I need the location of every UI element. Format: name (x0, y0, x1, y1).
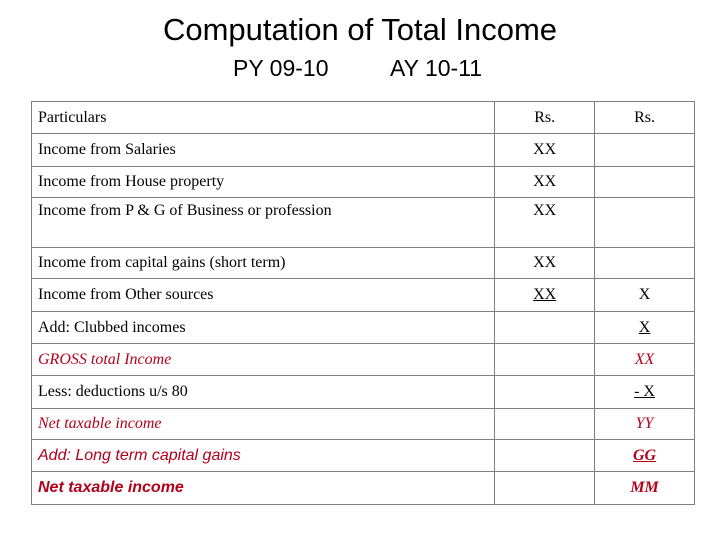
row-rs1: XX (495, 248, 595, 279)
row-rs1: XX (495, 167, 595, 198)
row-rs2: X (595, 312, 695, 344)
table-row (32, 248, 695, 279)
row-rs2 (595, 134, 695, 167)
header-rs-1: Rs. (495, 102, 595, 134)
row-rs1: XX (495, 134, 595, 167)
header-rs-2: Rs. (595, 102, 695, 134)
row-label: Net taxable income (32, 472, 495, 505)
row-rs2: GG (595, 440, 695, 472)
row-rs2: YY (595, 409, 695, 440)
assessment-year-label: AY 10-11 (390, 55, 483, 81)
row-rs1 (495, 376, 595, 409)
row-rs1 (495, 312, 595, 344)
row-rs2: XX (595, 344, 695, 376)
table-row (32, 440, 695, 472)
header-particulars: Particulars (32, 102, 495, 134)
row-rs2 (595, 198, 695, 248)
row-label: Net taxable income (32, 409, 495, 440)
year-subtitle (0, 55, 720, 89)
row-rs1 (495, 344, 595, 376)
table-row (32, 279, 695, 312)
row-label: Income from Salaries (32, 134, 495, 167)
table-row (32, 409, 695, 440)
table-row (32, 312, 695, 344)
row-rs2: MM (595, 472, 695, 505)
table-row (32, 472, 695, 505)
table-row (32, 198, 695, 248)
table-row (32, 134, 695, 167)
row-rs1 (495, 472, 595, 505)
table-row (32, 167, 695, 198)
table-header-row (32, 102, 695, 134)
row-label: Add: Long term capital gains (32, 440, 495, 472)
row-rs1: XX (495, 198, 595, 248)
row-label: Less: deductions u/s 80 (32, 376, 495, 409)
row-label: Add: Clubbed incomes (32, 312, 495, 344)
previous-year-label: PY 09-10 (233, 55, 329, 81)
row-label: Income from capital gains (short term) (32, 248, 495, 279)
row-label: Income from House property (32, 167, 495, 198)
row-rs1 (495, 409, 595, 440)
row-label: GROSS total Income (32, 344, 495, 376)
row-rs1: XX (495, 279, 595, 312)
row-rs1 (495, 440, 595, 472)
row-rs2 (595, 248, 695, 279)
row-rs2: X (595, 279, 695, 312)
row-label: Income from P & G of Business or profession (32, 198, 495, 248)
table-row (32, 344, 695, 376)
row-rs2: - X (595, 376, 695, 409)
income-table (31, 101, 695, 505)
table-row (32, 376, 695, 409)
row-label: Income from Other sources (32, 279, 495, 312)
page-title: Computation of Total Income (162, 12, 558, 47)
row-rs2 (595, 167, 695, 198)
